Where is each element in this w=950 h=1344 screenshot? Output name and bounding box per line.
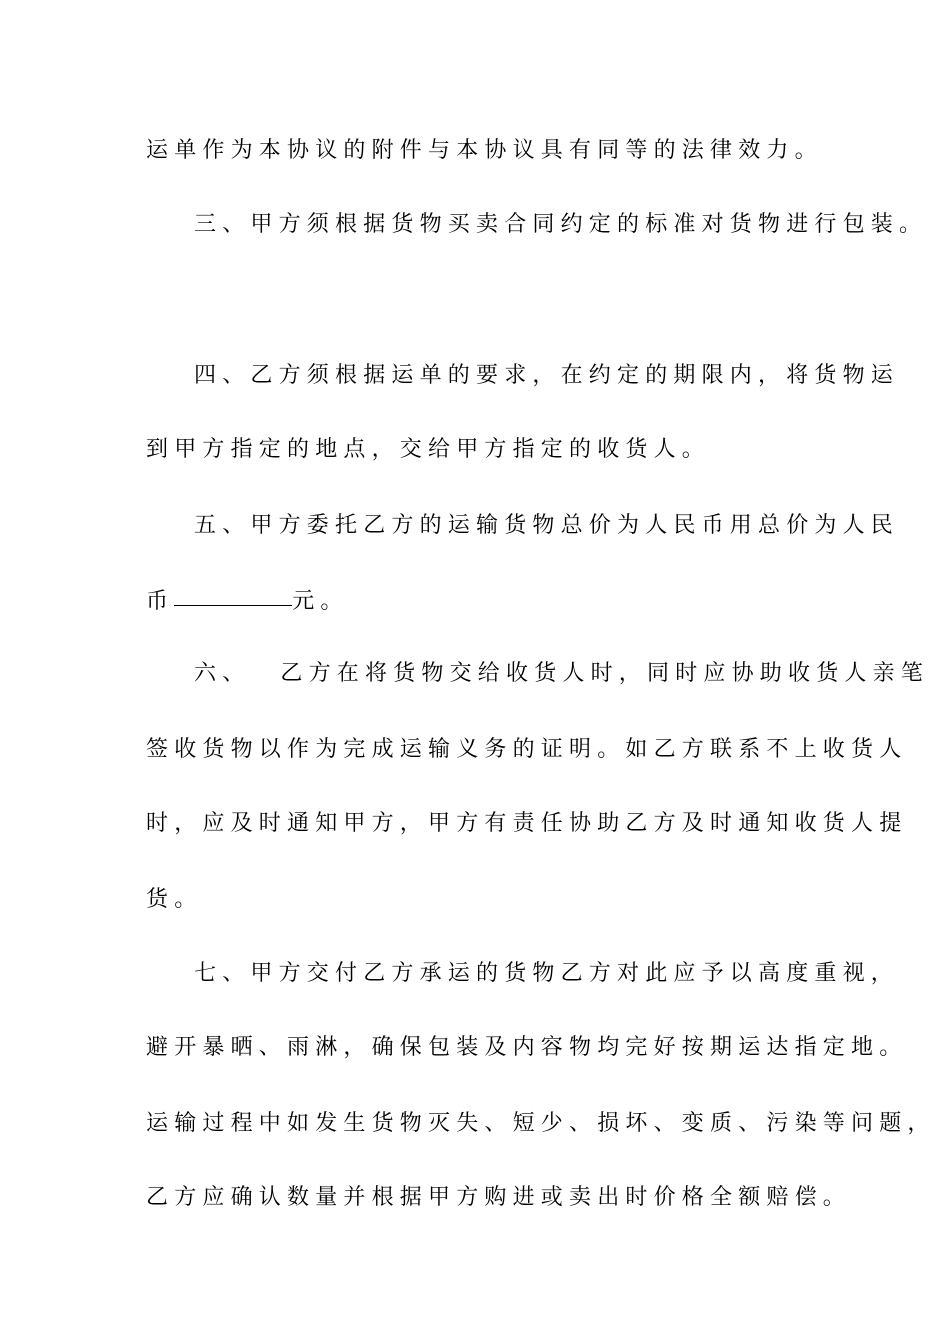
- clause-number: 六、: [194, 661, 251, 686]
- paragraph-line: 货。: [146, 887, 203, 912]
- clause-text: 乙方在将货物交给收货人时，同时应协助收货人亲笔: [280, 661, 930, 686]
- unit-label: 元。: [292, 589, 349, 614]
- paragraph-line: [146, 585, 349, 615]
- paragraph-line: 时，应及时通知甲方，甲方有责任协助乙方及时通知收货人提: [146, 811, 908, 836]
- paragraph-line: 避开暴晒、雨淋，确保包装及内容物均完好按期运达指定地。: [146, 1035, 908, 1060]
- paragraph-line: 到甲方指定的地点，交给甲方指定的收货人。: [146, 437, 711, 462]
- clause-3: 三、甲方须根据货物买卖合同约定的标准对货物进行包装。: [194, 212, 928, 237]
- paragraph-line: 乙方应确认数量并根据甲方购进或卖出时价格全额赔偿。: [146, 1185, 852, 1210]
- clause-5: 五、甲方委托乙方的运输货物总价为人民币用总价为人民: [194, 513, 900, 538]
- amount-blank: [174, 585, 292, 606]
- clause-7: 七、甲方交付乙方承运的货物乙方对此应予以高度重视，: [194, 961, 900, 986]
- clause-6: [194, 659, 929, 689]
- paragraph-line: 运输过程中如发生货物灭失、短少、损坏、变质、污染等问题，: [146, 1111, 936, 1136]
- paragraph-line: 运单作为本协议的附件与本协议具有同等的法律效力。: [146, 138, 823, 163]
- currency-label: 币: [146, 589, 175, 614]
- paragraph-line: 签收货物以作为完成运输义务的证明。如乙方联系不上收货人: [146, 737, 908, 762]
- clause-4: 四、乙方须根据运单的要求，在约定的期限内，将货物运: [194, 363, 900, 388]
